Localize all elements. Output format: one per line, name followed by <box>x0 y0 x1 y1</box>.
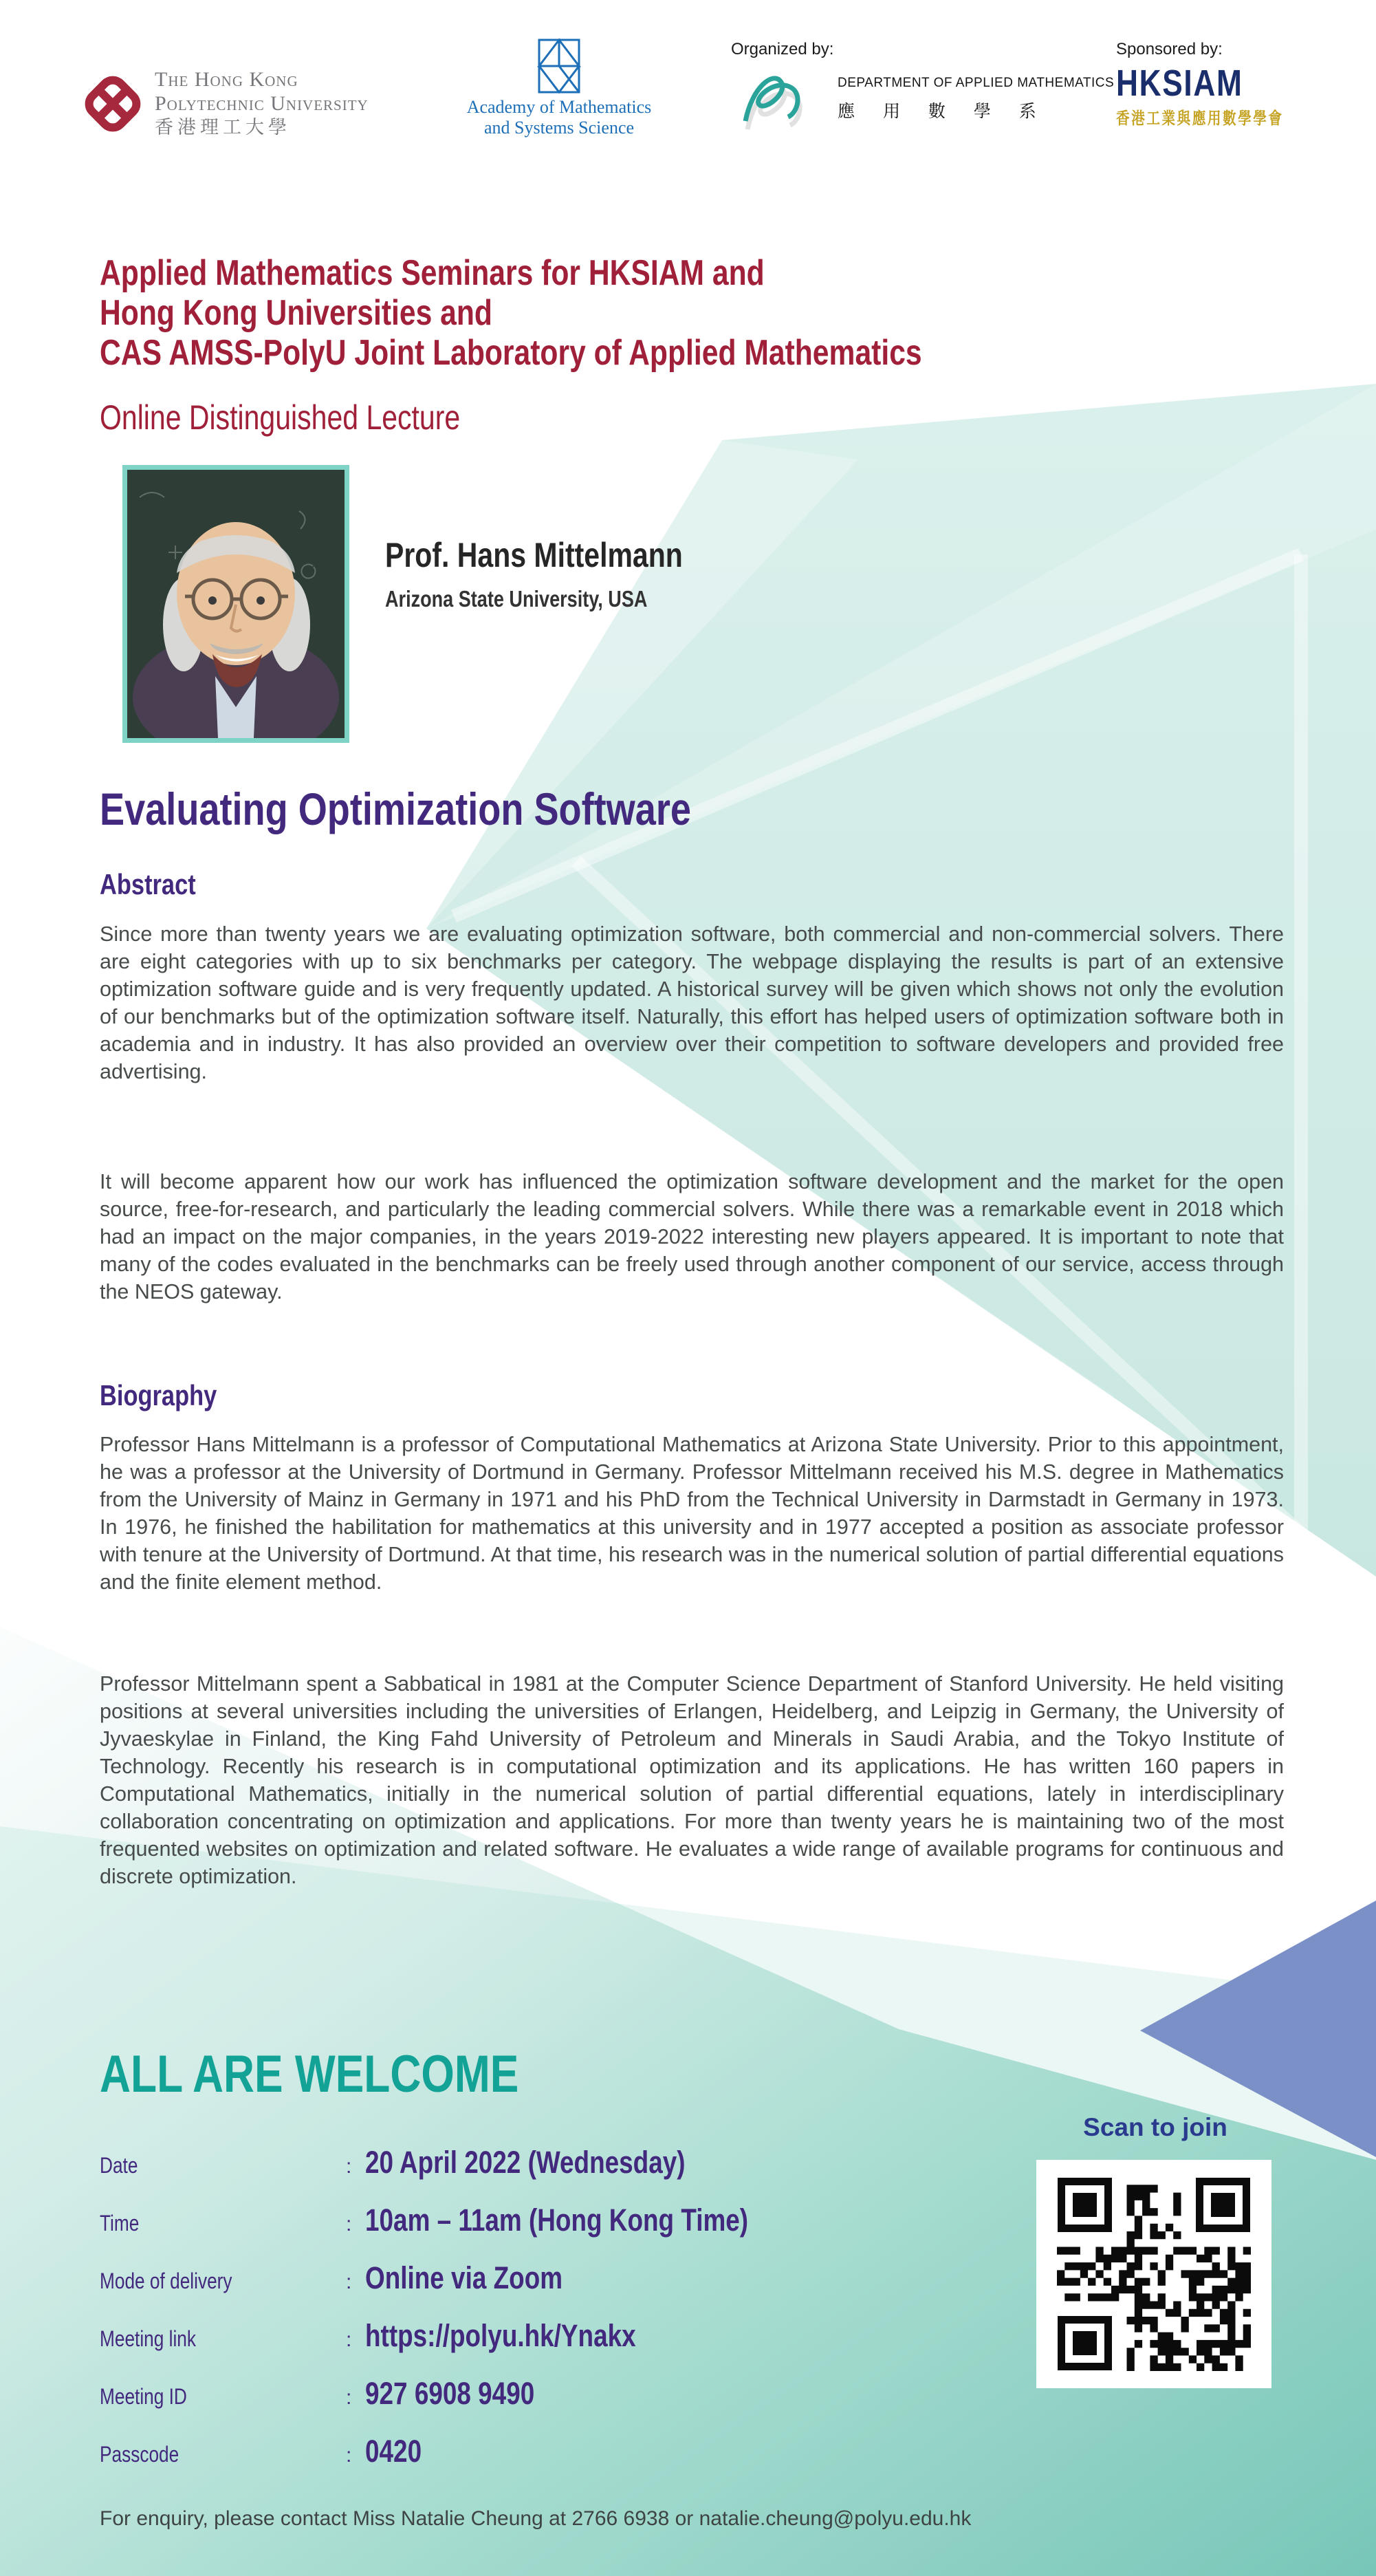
speaker-photo <box>122 465 349 743</box>
series-title-line1: Applied Mathematics Seminars for HKSIAM and <box>100 253 765 293</box>
detail-value-passcode: 0420 <box>365 2434 422 2469</box>
qr-code <box>1036 2160 1271 2388</box>
detail-colon: : <box>346 2444 352 2467</box>
speaker-affiliation: Arizona State University, USA <box>385 586 648 611</box>
enquiry-footer: For enquiry, please contact Miss Natalie Cheung at 2766 6938 or natalie.cheung@polyu.edu.hk <box>100 2507 972 2530</box>
hksiam-wordmark: HKSIAM <box>1116 63 1243 104</box>
speaker-name: Prof. Hans Mittelmann <box>385 536 683 574</box>
detail-colon: : <box>346 2213 352 2236</box>
detail-label: Passcode <box>100 2442 179 2467</box>
biography-paragraph-1: Professor Hans Mittelmann is a professor of Computational Mathematics at Arizona State University. Prior to this appointment, he was a professor at the University of Dortmund in Germany. Professor Mittelmann received his M.S. degree in Mathematics from the University of Mainz in Germany in 1971 and his PhD from the Technical University in Darmstadt in Germany in 1973. In 1976, he finished the habilitation for mathematics at this university and in 1977 accepted a position as associate professor with tenure at the University of Dortmund. At that time, his research was in the numerical solution of partial differential equations and the finite element method. <box>100 1433 1284 1594</box>
detail-label: Meeting link <box>100 2326 197 2351</box>
biography-paragraph-2: Professor Mittelmann spent a Sabbatical in 1981 at the Computer Science Department of Stanford University. He held visiting positions at several universities including the universities of Erlangen, Heidelberg, and Leipzig in Germany, the University of Jyvaeskylae in Finland, the King Fahd University of Petroleum and Minerals in Saudi Arabia, and the Tokyo Institute of Technology. Recently his research is in computational optimization and its applications. He has written 160 papers in Computational Mathematics, initially in the numerical solution of partial differential equations, lately in interdisciplinary collaboration concentrating on optimization and applications. For more than twenty years he is maintaining two of the most frequented websites on optimization and related software. He evaluates a wide range of available programs for continuous and discrete optimization. <box>100 1672 1284 1888</box>
detail-row-passcode <box>100 2434 1062 2469</box>
series-title-line3: CAS AMSS-PolyU Joint Laboratory of Applied Mathematics <box>100 333 922 373</box>
amss-caption-line1: Academy of Mathematics <box>466 97 652 117</box>
amss-caption-line2: and Systems Science <box>483 118 635 138</box>
ama-logo <box>737 63 1114 135</box>
amss-logo-mark <box>531 39 587 94</box>
all-are-welcome-banner: ALL ARE WELCOME <box>100 2045 519 2103</box>
detail-row-meeting-id <box>100 2376 1062 2412</box>
detail-row-time <box>100 2202 1062 2238</box>
detail-colon: : <box>346 2155 352 2178</box>
detail-value-date: 20 April 2022 (Wednesday) <box>365 2145 686 2180</box>
lecture-type-subtitle: Online Distinguished Lecture <box>100 398 461 437</box>
series-title-line2: Hong Kong Universities and <box>100 293 492 333</box>
biography-heading: Biography <box>100 1379 217 1411</box>
detail-label: Meeting ID <box>100 2384 187 2409</box>
detail-row-mode <box>100 2260 1062 2296</box>
abstract-paragraph-2: It will become apparent how our work has influenced the optimization software development and the market for the open source, free-for-research, and particularly the leading commercial solvers. While there was a remarkable event in 2018 which had an impact on the major companies, in the years 2019-2022 interesting new players appeared. It is important to note that many of the codes evaluated in the benchmarks can be freely used through another component of our service, access through the NEOS gateway. <box>100 1170 1284 1303</box>
detail-label: Time <box>100 2211 140 2236</box>
detail-row-date <box>100 2145 1062 2180</box>
polyu-logo-mark <box>82 70 144 138</box>
detail-value-meeting-id: 927 6908 9490 <box>365 2376 535 2411</box>
detail-colon: : <box>346 2328 352 2351</box>
detail-row-meeting-link <box>100 2318 1062 2354</box>
scan-to-join-label: Scan to join <box>1083 2113 1227 2141</box>
detail-label: Date <box>100 2153 138 2178</box>
ama-name-en: DEPARTMENT OF APPLIED MATHEMATICS <box>838 76 1115 90</box>
polyu-logo <box>82 67 369 140</box>
qr-code-image <box>1057 2177 1251 2371</box>
series-title <box>100 253 1102 373</box>
detail-value-mode: Online via Zoom <box>365 2260 563 2295</box>
sponsored-by-label: Sponsored by: <box>1116 40 1223 58</box>
abstract-paragraph-1: Since more than twenty years we are evaluating optimization software, both commercial and non-commercial solvers. There are eight categories with up to six benchmarks per category. The webpage displaying the results is part of an extensive optimization software guide and is very frequently updated. A historical survey will be given which shows not only the evolution of our benchmarks but of the optimization software itself. Naturally, this effort has helped users of optimization software both in academia and in industry. It has also provided an overview over their competition to software developers and provided free advertising. <box>100 922 1284 1083</box>
hksiam-name-zh: 香港工業與應用數學學會 <box>1116 109 1284 128</box>
detail-value-time: 10am – 11am (Hong Kong Time) <box>365 2202 749 2238</box>
amss-logo <box>446 39 673 138</box>
detail-value-meeting-link: https://polyu.hk/Ynakx <box>365 2318 636 2353</box>
abstract-heading: Abstract <box>100 868 196 900</box>
polyu-name-chinese: 香港理工大學 <box>155 117 291 138</box>
ama-logo-mark <box>737 63 821 135</box>
hksiam-logo <box>1116 63 1376 129</box>
polyu-name-line2: Polytechnic University <box>155 92 369 115</box>
organized-by-label: Organized by: <box>731 40 834 58</box>
detail-colon: : <box>346 2386 352 2409</box>
detail-label: Mode of delivery <box>100 2269 232 2293</box>
polyu-name-line1: The Hong Kong <box>155 68 298 91</box>
talk-title: Evaluating Optimization Software <box>100 783 692 834</box>
ama-name-zh: 應 用 數 學 系 <box>838 102 1048 121</box>
detail-colon: : <box>346 2271 352 2293</box>
